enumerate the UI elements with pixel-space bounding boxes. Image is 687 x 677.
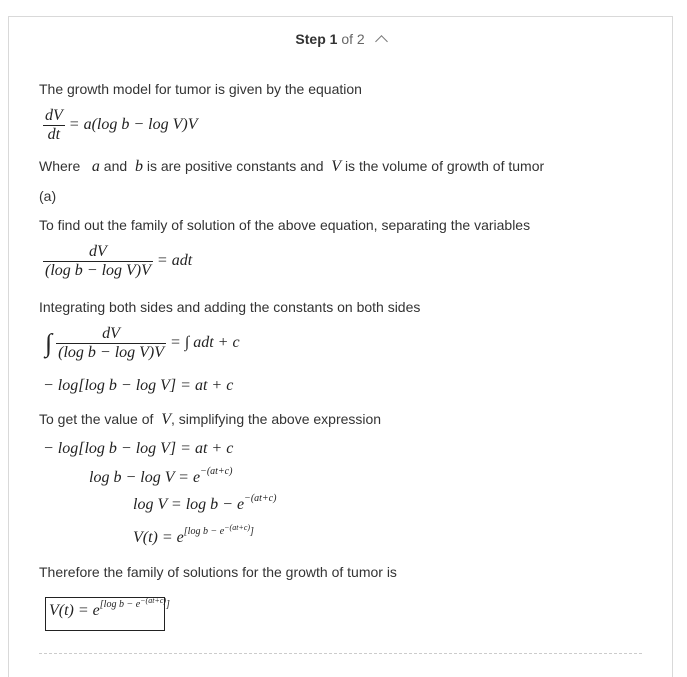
separation-text: To find out the family of solution of the above equation, separating the variables	[39, 217, 531, 233]
chevron-up-icon[interactable]	[375, 35, 388, 48]
step-label: Step 1	[295, 31, 338, 47]
equation-separated: $\frac{dV}{\text{(log b − log V)V}}$ = adt	[45, 243, 193, 279]
simplify-text: To get the value of V, simplifying the above expression	[39, 411, 382, 428]
intro-text: The growth model for tumor is given by the equation	[39, 81, 362, 97]
step-toggle[interactable]	[9, 31, 672, 47]
equation-integrated: − log[log b − log V] = at + c	[43, 377, 234, 394]
final-answer: V(t) = e[log b − e−(at+c)]	[49, 596, 170, 619]
equation-growth-model: $\frac{dV}{dt}$ = a(log b − log V)V	[45, 107, 198, 143]
equation-step-2: $\log b - \log V = e^{-(at+c)}$	[89, 466, 233, 486]
integration-text: Integrating both sides and adding the constants on both sides	[39, 299, 421, 315]
step-total: of 2	[341, 31, 365, 47]
constants-text: Where a and b is are positive constants and V is the volume of growth of tumor	[39, 158, 545, 175]
equation-step-3: $\log V = \log b - e^{-(at+c)}$	[133, 493, 277, 513]
conclusion-text: Therefore the family of solutions for the growth of tumor is	[39, 564, 397, 580]
equation-integral: ∫ $\frac{dV}{\text{(log b − log V)V}}$ = ∫ adt + c	[45, 325, 240, 361]
part-label: (a)	[39, 188, 57, 204]
equation-step-4: V(t) = e[log b − e−(at+c)]	[133, 523, 254, 546]
equation-step-1: − log[log b − log V] = at + c	[43, 440, 234, 457]
solution-card	[8, 16, 673, 677]
